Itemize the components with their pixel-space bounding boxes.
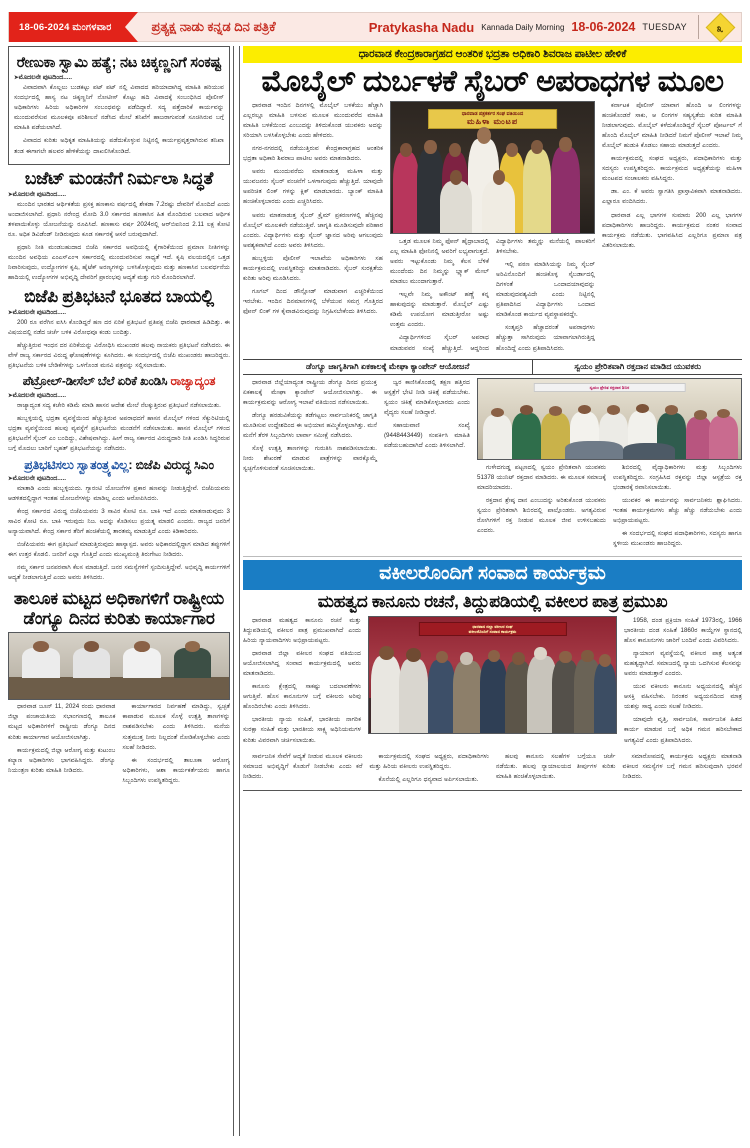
paragraph: ಧಾರವಾಡ ಜಿಲ್ಲೆಯಾದ್ಯಂತ ರಾಷ್ಟ್ರೀಯ ಡೆಂಗ್ಯೂ ದಿನದ ಪ್ರಯುಕ್ತ ಏಕಕಾಲಕ್ಕೆ ಮೇಘಾ ಕ್ಯಾಂಪೇನ್ ಆಯೋಜಿಸಲಾಗಿತ್ತು. ಈ ಕಾರ್ಯಕ್ರಮವನ್ನು ಆರೋಗ್ಯ ಇಲಾಖೆ ವತಿಯಿಂದ ನಡೆಸಲಾಯಿತು.: [243, 379, 377, 407]
photo-banner-line2: ವಕೀಲರೊಂದಿಗೆ ಸಂವಾದ ಕಾರ್ಯಕ್ರಮ: [468, 629, 517, 635]
paragraph: ನ್ಯಾಯಾಂಗ ವ್ಯವಸ್ಥೆಯಲ್ಲಿ ವಕೀಲರ ಪಾತ್ರ ಅತ್ಯಂತ ಮಹತ್ವದ್ದಾಗಿದೆ. ಸಮಾಜದಲ್ಲಿ ನ್ಯಾಯ ಒದಗಿಸುವ ಕೆಲಸವನ್ನು ಅವರು ಮಾಡುತ್ತಾರೆ ಎಂದರು.: [624, 650, 742, 678]
paragraph: ಧಾರವಾಡ ಇಂದಿನ ದಿನಗಳಲ್ಲಿ ಮೊಬೈಲ್ ಬಳಕೆಯು ಹೆಚ್ಚಾಗಿ ಎಲ್ಲರಲ್ಲೂ ಮಾಹಿತಿ ಬಳಸುವ ಮೂಲಕ ಮುಂದುವರೆದ ಮಾಹಿತಿ ಮಾಹಿತಿ ಬಳಕೆಯಿಂದ ಎಂಬುದನ್ನು ತಿಳಿದುಕೊಂಡ ಯುವಕರು ಅದನ್ನು ಸರಿಯಾಗಿ ಬಳಸಿಕೊಳ್ಳಬೇಕು ಎಂದು ಹೇಳಿದರು.: [243, 102, 383, 140]
left-story-6: [8, 589, 230, 785]
left-story-3-headline: ಬಿಜೆಪಿ ಪ್ರತಿಭಟನೆ ಭೂತದ ಬಾಯಲ್ಲಿ: [24, 286, 214, 306]
paragraph: ಯುವ ವಕೀಲರು ಕಾನೂನು ಅಧ್ಯಯನದಲ್ಲಿ ಹೆಚ್ಚಿನ ಆಸಕ್ತಿ ವಹಿಸಬೇಕು. ನಿರಂತರ ಅಧ್ಯಯನದಿಂದ ಮಾತ್ರ ಯಶಸ್ಸು ಸಾಧ್ಯ ಎಂದು ಸಲಹೆ ನೀಡಿದರು.: [624, 683, 742, 711]
mid-caption-right: ಸ್ವಯಂ ಪ್ರೇರಿತವಾಗಿ ರಕ್ತದಾನ ಮಾಡಿದ ಯುವಕರು: [532, 360, 742, 374]
english-masthead-title: Pratykasha Nadu: [368, 19, 475, 35]
left-story-4-headline: [8, 375, 230, 388]
section-rule: [243, 556, 742, 557]
paragraph: ಸೊಳ್ಳೆ ಉತ್ಪತ್ತಿ ತಾಣಗಳನ್ನು ಗುರುತಿಸಿ ನಾಶಪಡಿಸಲಾಯಿತು. ನೀರು ಶೇಖರಣೆ ಮಾಡುವ ಪಾತ್ರೆಗಳನ್ನು ವಾರಕ್ಕೊಮ್ಮೆ ಸ್ವಚ್ಛಗೊಳಿಸುವಂತೆ ಸೂಚಿಸಲಾಯಿತು.: [243, 445, 377, 473]
page-number-badge: [706, 12, 736, 42]
paragraph: ಈ ಸಂದರ್ಭದಲ್ಲಿ ಸಂಘದ ಪದಾಧಿಕಾರಿಗಳು, ಸದಸ್ಯರು ಹಾಗೂ ಸ್ಥಳೀಯ ಮುಖಂಡರು ಹಾಜರಿದ್ದರು.: [613, 530, 742, 548]
paragraph: ಧಾರವಾಡ ಮಹತ್ವದ ಕಾನೂನು ರಚನೆ ಮತ್ತು ತಿದ್ದುಪಡಿಯಲ್ಲಿ ವಕೀಲರ ಪಾತ್ರ ಪ್ರಮುಖವಾಗಿದೆ ಎಂದು ಹಿರಿಯ ನ್ಯಾಯವಾದಿಗಳು ಅಭಿಪ್ರಾಯಪಟ್ಟರು.: [243, 617, 361, 645]
masthead-day: TUESDAY: [642, 22, 687, 32]
paragraph: ಕಾರ್ಯಕ್ರಮದಲ್ಲಿ ಸಂಘದ ಅಧ್ಯಕ್ಷರು, ಪದಾಧಿಕಾರಿಗಳು ಮತ್ತು ಹಿರಿಯ ವಕೀಲರು ಉಪಸ್ಥಿತರಿದ್ದರು.: [369, 752, 489, 770]
left-story-4-headline-plain: ಪೆಟ್ರೋಲ್-ಡೀಸೆಲ್ ಬೆಲೆ ಏರಿಕೆ ಖಂಡಿಸಿ: [22, 374, 171, 389]
paragraph: ಯುವಕರ ಈ ಕಾರ್ಯವನ್ನು ಸಾರ್ವಜನಿಕರು ಶ್ಲಾಘಿಸಿದರು. ಇಂತಹ ಕಾರ್ಯಕ್ರಮಗಳು ಹೆಚ್ಚು ಹೆಚ್ಚು ನಡೆಯಬೇಕು ಎಂದು ಅಭಿಪ್ರಾಯಪಟ್ಟರು.: [613, 497, 742, 525]
page-bottom-rule: [243, 790, 742, 791]
column-divider: [233, 46, 240, 1136]
paragraph: ವಿವಾದದ ಕುರಿತು ಅಧಿಕೃತ ಮಾಹಿತಿಯನ್ನು ಪಡೆದುಕೊಳ್ಳುವ ನಿಟ್ಟಿನಲ್ಲಿ ಕಾರ್ಯಪ್ರವೃತ್ತರಾಗಿರುವ ತನಿಖಾ ತಂಡ ಈಗಾಗಲೇ ಹಲವರ ಹೇಳಿಕೆಯನ್ನು ದಾಖಲಿಸಿಕೊಂಡಿದೆ.: [14, 137, 224, 155]
paragraph: ರಾಜ್ಯಾದ್ಯಂತ ಸದ್ಯ ಕಚೇರಿ ಕಡಿಮೆ ಮಾಡಿ ಹಾಸನ ಆದೇಶ ಮೇಲೆ ನೆಲಕ್ಕುತ್ತಿರುವ ಪ್ರತಿಭಟನೆ ನಡೆಸಲಾಯಿತು.: [17, 401, 221, 409]
page-number-value: ೩: [717, 19, 724, 34]
paragraph: ಮುಂದಿನ ಭಾರತದ ಆರ್ಥಿಕತೆಯ ಪ್ರಸಕ್ತ ಹಣಕಾಸು ವರ್ಷದಲ್ಲಿ ಶೇಕಡಾ 7.2ರಷ್ಟು ದೇವರಿಗೆ ಮೊಂದಿದೆ ಎಂದು ಅಂದಾಜಿಸಲಾಗಿದೆ. ಪ್ರಧಾನಿ ನರೇಂದ್ರ ಮೋದಿ 3.0 ಸರ್ಕಾರದ ಹಣಕಾಸಿನ ಹಿತ ಮೊಂದಿರುವ ಬಲವಾದ ಆರ್ಥಿಕ ತಳಪಾಯಿಕೊಳ್ಳು ಯೋಜನೆಯನ್ನು ರೂಪಿಸಿದೆ. ಹಣಕಾಸು ವರ್ಷ 2024ರಲ್ಲಿ ಆರ್‌ಬಿಐನಿಂದ 2.11 ಲಕ್ಷ ಕೋಟಿ ರೂ. ಅಧಿಕ ಡಿವಿಡೆಂಡ್ ನೀಡಿರುವುದು ಕೂಡ ಸರ್ಕಾರಕ್ಕೆ ಆಸರೆ ಬರುವುದಾಗಿದೆ.: [8, 200, 230, 238]
paragraph: 200 ರೂ ವರೆಗಿನ ಐಸಿಸಿ ಕೊಂಡಿದ್ದರೆ ಹಣ ದರ ಏರಿಕೆ ಪ್ರತಿಭಟನೆ ಪ್ರತಿಪಕ್ಷ ಬಿಜೆಪಿ ಧಾರವಾಡ ಹಿಡಿದಿತ್ತು. ಈ ವಿಷಯದಲ್ಲಿ ನಡೆದ ಚರ್ಚೆ ಬಳಿಕ ವಿರೋಧವೂ ಕಂಡು ಬಂದಿತ್ತು.: [8, 319, 230, 337]
photo-banner: [418, 622, 566, 636]
paragraph: ಧಾರವಾಡ ಎಲ್ಲ ಭಾಗಗಳ ಸುಮಾರು 200 ಎಲ್ಲ ಭಾಗಗಳ ಪದಾಧಿಕಾರಿಗಳು ಹಾಜರಿದ್ದರು. ಕಾರ್ಯಕ್ರಮದ ನಂತರ ಸಂವಾದ ಕಾರ್ಯಕ್ರಮ ನಡೆಯಿತು. ಭಾಗವಹಿಸಿದ ಎಲ್ಲರಿಗೂ ಪ್ರಮಾಣ ಪತ್ರ ವಿತರಿಸಲಾಯಿತು.: [602, 211, 742, 249]
paragraph: ಹುಬ್ಬಳ್ಳಿಯಲ್ಲಿ ಭದ್ರತಾ ವ್ಯವಸ್ಥೆಯಿಂದ ಹೆಚ್ಚುತ್ತಿರುವ ಅಪರಾಧದಗೆ ಹಾಸನ ಮೊಬೈಲ್ ಗಳಿಂದ ಸೆಕ್ಯುರಿಟಿಯಲ್ಲಿ ಭದ್ರತಾ ವ್ಯವಸ್ಥೆಯಿಂದ ಹಲವು ವ್ಯವಸ್ಥೆಗೆ ಪ್ರತಿಭಟನೆಯ ಮಂಡನೆಗೆ ನಡೆಸಲಾಯಿತು. ಹಾಸನ ಮೊಬೈಲ್ ಗಳಿಂದ ಪ್ರತಿಭಟನೆಗೆ ಸೈಬರ್ ಎಂ ಬಂದಿದ್ದು, ವಿಶೇಷವಾಗಿದ್ದು. ಹೀಗೆ ರಾಜ್ಯ ಸರ್ಕಾರದ ವಿರುದ್ಧದಾರಿ ನೀತಿ ಖಂಡಿಸಿ ಸಿದ್ಧರಿರುವ ಬಗ್ಗೆ ಮೊದಲು ಬಾರಿಗೆ ಬೃಹತ್ ಪ್ರತಿಭಟನೆಯನ್ನು ನಡೆಸಿದರು.: [8, 414, 230, 452]
paragraph: ಕರ್ನಾಟಕ ಪೊಲೀಸ್ ಯಾವಾಗ ಹೊಂದಿ ಆ ಲಿಂಗಗಳನ್ನು ಹಂಚಿಕೊಂಡರೆ ಸಾಕು, ಆ ಲಿಂಗಗಳ ಸಹ್ಯಸ್ಯತೆಯ ಕುರಿತ ಮಾಹಿತಿ ನೀಡಲಾಗುವುದು. ಮೊಬೈಲ್ ಕಳೆದುಕೊಂಡಿದ್ದರೆ ಸೈಬರ್ ಪೋರ್ಟಲ್ ಗೆ ಹೊಂದಿ ಮೊಬೈಲ್ ಮಾಹಿತಿ ನೀಡಿದರೆ ನಿಮಗೆ ಪೊಲೀಸ್ ಇಲಾಖೆ ನಿಮ್ಮ ಮೊಬೈಲ್ ಹುಡುಕಿ ಕೊಡಲು ಸಹಾಯ ಮಾಡುತ್ತದೆ ಎಂದರು.: [602, 102, 742, 150]
photo-banner: [428, 109, 558, 129]
masthead-divider: [698, 15, 699, 39]
paragraph: ಸಂತೃಪ್ತರಿ ಹೆಚ್ಚಾದರಂತೆ ಅಪರಾಧಗಳು ಹೆಚ್ಚುತ್ತಾ ಸಾಗಿರುವುದು ಯಾವಾಗಲಾಗಿರುತ್ತಿದ್ದ ಹೊಂದಿದ್ದೆ ಎಂದು ಪ್ರತಿಪಾದಿಸಿದರು.: [496, 324, 595, 352]
main-story-kicker: ಧಾರವಾಡ ಕೇಂದ್ರಕಾರಾಗ್ರಹದ ಆಂತರಿಕ ಭದ್ರತಾ ಅಧಿಕಾರಿ ಶಿವರಾಜ ಪಾಟೀಲ ಹೇಳಿಕೆ: [243, 46, 742, 63]
paragraph: ಹುಬ್ಬಳ್ಳಿಯ ಪೊಲೀಸ್ ಇಲಾಖೆಯ ಅಧಿಕಾರಿಗಳು ಸಹ ಕಾರ್ಯಕ್ರಮದಲ್ಲಿ ಉಪಸ್ಥಿತರಿದ್ದು ಮಾತನಾಡಿದರು. ಸೈಬರ್ ಸುರಕ್ಷತೆಯ ಕುರಿತು ಅರಿವು ಮೂಡಿಸಿದರು.: [243, 254, 383, 282]
paragraph: 1958, ದಂಡ ಪ್ರಕ್ರಿಯಾ ಸಂಹಿತೆ 1973ರಲ್ಲಿ, 1966 ಭಾರತೀಯ ದಂಡ ಸಂಹಿತೆ 1860ರ ಕಾಯ್ದೆಗಳ ಸ್ಥಾನದಲ್ಲಿ ಹೊಸ ಕಾನೂನುಗಳು ಜಾರಿಗೆ ಬಂದಿವೆ ಎಂದು ವಿವರಿಸಿದರು.: [624, 617, 742, 645]
bottom-section: [243, 553, 742, 791]
mid-section: [243, 359, 742, 549]
paragraph: ಶಿಬಿರದಲ್ಲಿ ವೈದ್ಯಾಧಿಕಾರಿಗಳು ಮತ್ತು ಸಿಬ್ಬಂದಿಗಳು ಉಪಸ್ಥಿತರಿದ್ದರು. ಸಂಗ್ರಹಿಸಿದ ರಕ್ತವನ್ನು ಜಿಲ್ಲಾ ಆಸ್ಪತ್ರೆಯ ರಕ್ತ ಭಂಡಾರಕ್ಕೆ ರವಾನಿಸಲಾಯಿತು.: [613, 464, 742, 492]
paragraph: ಹೆಚ್ಚುತ್ತಿರುವ ಇಂಧನ ದರ ಏರಿಕೆಯನ್ನು ವಿರೋಧಿಸಿ ಮುಖಂಡರ ಹಲವು ನಾಯಕರು ಪ್ರತಿಭಟನೆ ನಡೆಸಿದರು. ಈ ವೇಳೆ ರಾಜ್ಯ ಸರ್ಕಾರದ ವಿರುದ್ಧ ಘೋಷಣೆಗಳನ್ನು ಕೂಗಿದರು. ಈ ಸಂದರ್ಭದಲ್ಲಿ ಬಿಜೆಪಿ ಮುಖಂಡರು ಹಾಜರಿದ್ದರು. ಪ್ರತಿಭಟನೆಯ ಬಳಿಕ ಬೇಡಿಕೆಗಳನ್ನು ಒಳಗೊಂಡ ಮನವಿ ಪತ್ರವನ್ನು ಸಲ್ಲಿಸಲಾಯಿತು.: [8, 342, 230, 370]
paragraph: ಕೇಂದ್ರ ಸರ್ಕಾರದ ವಿರುದ್ಧ ಬಿಜೆಪಿಯವರು 3 ಸಾವಿರ ಕೋಟಿ ರೂ. ಬಾಕಿ ಇದೆ ಎಂದು ಮಾತನಾಡುವುದು 3 ಸಾವಿರ ಕೋಟಿ ರೂ. ಬಾಕಿ ಇರುವುದು ನಿಜ. ಅದನ್ನು ಕೊಡಿಸಲು ಪ್ರಯತ್ನ ಮಾಡಲಿ ಎಂದರು. ರಾಜ್ಯದ ಜನರಿಗೆ ಅನ್ಯಾಯವಾಗಿದೆ. ಕೇಂದ್ರ ಸರ್ಕಾರ ತೆರಿಗೆ ಹಂಚಿಕೆಯಲ್ಲಿ ತಾರತಮ್ಯ ಮಾಡುತ್ತಿದೆ ಎಂದು ಕಿಡಿಕಾರಿದರು.: [8, 508, 230, 536]
paragraph: ಧಾರವಾಡ ಜಿಲ್ಲಾ ವಕೀಲರ ಸಂಘದ ವತಿಯಿಂದ ಆಯೋಜಿಸಲಾಗಿದ್ದ ಸಂವಾದ ಕಾರ್ಯಕ್ರಮದಲ್ಲಿ ಅವರು ಮಾತನಾಡಿದರು.: [243, 650, 361, 678]
main-story: [243, 46, 742, 355]
photo-banner-line1: ಧಾರವಾಡ ಪತ್ರಕರ್ತರ ಸಂಘ ವತಿಯಿಂದ: [461, 111, 524, 118]
photo-banner-line2: ಮಹಿಳಾ ಮಂಟಪ: [467, 117, 518, 127]
left-story-1: [8, 46, 230, 165]
page-body: [8, 46, 742, 1136]
bottom-section-banner: ವಕೀಲರೊಂದಿಗೆ ಸಂವಾದ ಕಾರ್ಯಕ್ರಮ: [243, 560, 742, 590]
left-story-4: [8, 375, 230, 454]
paragraph: ಇಲ್ಲವೇ ನಿಮ್ಮ ಅಕೌಂಟ್ ಹಣ್ಣೆ ಕನ್ನ ಹಾಕುವುದನ್ನು ಮಾಡುತ್ತಾರೆ. ಮೊಬೈಲ್ ಎಷ್ಟು ಕಡಿಮೆ ಉಪಯೋಗ ಮಾಡುತ್ತೀರೋ ಅಷ್ಟು ಉತ್ತಮ ಎಂದರು.: [390, 291, 489, 329]
left-story-5-contd: ➤ ಮೊದಲನೇ ಪುಟದಿಂದ.....: [8, 475, 230, 483]
left-column: [8, 46, 230, 1136]
date-flag: 18-06-2024 ಮಂಗಳವಾರ: [9, 12, 125, 42]
officials-panel-photo: [8, 632, 230, 700]
paragraph: ಇಲ್ಲಿ ಪಠಣ ಮಾಡಿಸಿಯನ್ನು ನಿಮ್ಮ ಸೈಬರ್ ಅರಿವಿನೊಂದಿಗೆ ಹಂಚಿಕೊಳ್ಳ ಸೈಬರ್ಡಾದಲ್ಲಿ ದಿಗಳಂತೆ ಒಂದಾದಯಾವುದನ್ನು ಮಾಡುವುದವಶ್ಯವಿದೇ ಎಂದು ನಿಟ್ಟಿನಲ್ಲಿ ಪ್ರತಿಪಾದಿಸಿದ ವಿದ್ಯಾರ್ಥಿಗಳು ಒಂದಾದ ಮಾಡಿಕೊಂಡ ಕಾರ್ಯದ ವ್ಯವಸ್ಥಾಪಕರದ್ದೇ.: [496, 261, 595, 319]
paragraph: ಧಾರವಾಡ ಜೂನ್ 11, 2024 ರಂದು ಧಾರವಾಡ ಜಿಲ್ಲಾ ಪಂಚಾಯತಿಯ ಸಭಾಂಗಣದಲ್ಲಿ ತಾಲೂಕ ಮಟ್ಟದ ಅಧಿಕಾರಿಗಳಿಗೆ ರಾಷ್ಟ್ರೀಯ ಡೆಂಗ್ಯೂ ದಿನದ ಕುರಿತು ಕಾರ್ಯಾಗಾರ ಆಯೋಜಿಸಲಾಗಿತ್ತು.: [8, 703, 116, 741]
left-story-6-headline-line1: ತಾಲೂಕ ಮಟ್ಟದ ಅಧಿಕಾಗಳಿಗೆ ರಾಷ್ಟ್ರೀಯ: [13, 589, 225, 609]
paragraph: ಡೆಂಗ್ಯೂ ಹರಡುವಿಕೆಯನ್ನು ತಡೆಗಟ್ಟಲು ಸಾರ್ವಜನಿಕರಲ್ಲಿ ಜಾಗೃತಿ ಮೂಡಿಸುವ ಉದ್ದೇಶದಿಂದ ಈ ಅಭಿಯಾನ ಹಮ್ಮಿಕೊಳ್ಳಲಾಗಿತ್ತು. ಮನೆ ಮನೆಗೆ ತೆರಳಿ ಸಿಬ್ಬಂದಿಗಳು ಲಾರ್ವಾ ಸಮೀಕ್ಷೆ ನಡೆಸಿದರು.: [243, 412, 377, 440]
blood-donation-group-photo: [477, 378, 742, 460]
mahila-mantapa-group-photo: [390, 101, 595, 234]
paragraph: ಅವರು ಮುಂದುವರೆದು ಮಾತನಾಡುತ್ತ ಮಹಿಳಾ ಮತ್ತು ಯುವಜನರು ಸೈಬರ್ ವಂಚನೆಗೆ ಒಳಗಾಗುವುದು ಹೆಚ್ಚುತ್ತಿದೆ. ಯಾವುದೇ ಅಪರಿಚಿತ ಲಿಂಕ್ ಗಳನ್ನು ಕ್ಲಿಕ್ ಮಾಡಬಾರದು. ಬ್ಯಾಂಕ್ ಮಾಹಿತಿ ಹಂಚಿಕೊಳ್ಳಬಾರದು ಎಂದು ಎಚ್ಚರಿಸಿದರು.: [243, 168, 383, 206]
paragraph: ಗುಳೇದಗುಡ್ಡ ಪಟ್ಟಣದಲ್ಲಿ ಸ್ವಯಂ ಪ್ರೇರಿತವಾಗಿ ಯುವಕರು 51378 ಯುನಿಟ್ ರಕ್ತದಾನ ಮಾಡಿದರು. ಈ ಮೂಲಕ ಸಮಾಜಕ್ಕೆ ಮಾದರಿಯಾದರು.: [477, 464, 606, 492]
paragraph: ಯಾವುದೇ ವೃತ್ತಿ, ಸಾರ್ವಜನಿಕ, ಸಾರ್ವಜನಿಕ ಹಿತದ ಕಾರ್ಯ ಮಾಡುವ ಬಗ್ಗೆ ಅಧಿಕ ಗಮನ ಹರಿಸಬೇಕಾದ ಅಗತ್ಯವಿದೆ ಎಂದು ಪ್ರತಿಪಾದಿಸಿದರು.: [624, 716, 742, 744]
paragraph: ಜ್ವರ ಕಾಣಿಸಿಕೊಂಡಲ್ಲಿ ತಕ್ಷಣ ಹತ್ತಿರದ ಆಸ್ಪತ್ರೆಗೆ ಭೇಟಿ ನೀಡಿ ಚಿಕಿತ್ಸೆ ಪಡೆಯಬೇಕು. ಸ್ವಯಂ ಚಿಕಿತ್ಸೆ ಮಾಡಿಕೊಳ್ಳಬಾರದು ಎಂದು ವೈದ್ಯರು ಸಲಹೆ ನೀಡಿದ್ದಾರೆ.: [384, 379, 470, 417]
paragraph: ಅವರು ಮಾತನಾಡುತ್ತ ಸೈಬರ್ ಕ್ರೈಮ್ ಪ್ರಕರಣಗಳಲ್ಲಿ ಹೆಚ್ಚಿನವು ಮೊಬೈಲ್ ಮೂಲಕವೇ ನಡೆಯುತ್ತಿವೆ. ಜಾಗೃತಿ ಮೂಡಿಸುವುದೇ ಪರಿಹಾರ ಎಂದರು. ವಿದ್ಯಾರ್ಥಿಗಳು ಮತ್ತು ಸೈಬರ್ ಜ್ಞಾನದ ಅರಿವು ಆಗಲುವುದು ಅವಶ್ಯಕವಾಗಿದೆ ಎಂದು ಅವರು ತಿಳಿಸಿದರು.: [243, 211, 383, 249]
mid-caption-left: ಡೆಂಗ್ಯೂ ಜಾಗೃತಿಗಾಗಿ ಏಕಕಾಲಕ್ಕೆ ಮೇಘಾ ಕ್ಯಾಂಪೇನ್ ಆಯೋಜನೆ: [306, 362, 470, 372]
paragraph: ಕಾರ್ಯಕ್ರಮದಲ್ಲಿ ಸಂಘದ ಅಧ್ಯಕ್ಷರು, ಪದಾಧಿಕಾರಿಗಳು ಮತ್ತು ಸದಸ್ಯರು ಉಪಸ್ಥಿತರಿದ್ದರು. ಕಾರ್ಯಕ್ರಮದ ಅಧ್ಯಕ್ಷತೆಯನ್ನು ಮಹಿಳಾ ಮಂಟಪದ ಸಂಚಾಲಕರು ವಹಿಸಿದ್ದರು.: [602, 155, 742, 183]
photo-banner-line1: ಧಾರವಾಡ ಜಿಲ್ಲಾ ವಕೀಲರ ಸಂಘ: [472, 624, 513, 630]
paragraph: ವಿದ್ಯಾರ್ಥಿಗಳಿಂದ ಸೈಬರ್ ಅಪರಾಧ ಮಾಡುವವರ ಸಂಖ್ಯೆ ಹೆಚ್ಚುತ್ತಿದೆ. ಆದ್ದರಿಂದ ವಿದ್ಯಾರ್ಥಿಗಳು ತಮ್ಮನ್ನು ಮನೆಯಲ್ಲಿ ಪಾಲಕರಿಗೆ ತಿಳಿಸಬೇಕು.: [390, 238, 595, 352]
bottom-section-subheadline: ಮಹತ್ವದ ಕಾನೂನು ರಚನೆ, ತಿದ್ದುಪಡಿಯಲ್ಲಿ ವಕೀಲರ ಪಾತ್ರ ಪ್ರಮುಖ: [317, 592, 668, 612]
paragraph: ಕಾರ್ಯಾಗಾರದ ನಿರ್ವಹಣೆ ಮಾಡಿದ್ದು, ಸ್ವಚ್ಛತೆ ಕಾಪಾಡುವ ಮೂಲಕ ಸೊಳ್ಳೆ ಉತ್ಪತ್ತಿ ತಾಣಗಳನ್ನು ನಾಶಪಡಿಸಬೇಕು ಎಂದು ತಿಳಿಸಿದರು. ಮನೆಯ ಸುತ್ತಮುತ್ತ ನೀರು ನಿಲ್ಲದಂತೆ ನೋಡಿಕೊಳ್ಳಬೇಕು ಎಂದು ಸಲಹೆ ನೀಡಿದರು.: [122, 703, 230, 751]
paragraph: ರಕ್ತದಾನ ಶ್ರೇಷ್ಠ ದಾನ ಎಂಬುದನ್ನು ಅರಿತುಕೊಂಡ ಯುವಕರು ಸ್ವಯಂ ಪ್ರೇರಿತರಾಗಿ ಶಿಬಿರದಲ್ಲಿ ಪಾಲ್ಗೊಂಡರು. ಅಗತ್ಯವಿರುವ ರೋಗಿಗಳಿಗೆ ರಕ್ತ ನೀಡುವ ಮೂಲಕ ಜೀವ ಉಳಿಸಬಹುದು ಎಂದರು.: [477, 497, 606, 535]
main-story-headline: ಮೊಬೈಲ್ ದುರ್ಬಳಕೆ ಸೈಬರ್ ಅಪರಾಧಗಳ ಮೂಲ: [261, 64, 724, 98]
photo-banner: ಸ್ವಯಂ ಪ್ರೇರಿತ ರಕ್ತದಾನ ಶಿಬಿರ: [533, 383, 686, 392]
left-story-3: [8, 287, 230, 371]
left-story-5-headline-plain: : ಬಿಜೆಪಿ ವಿರುದ್ಧ ಸಿಎಂ: [128, 457, 214, 472]
left-story-1-headline: ರೇಣುಕಾ ಸ್ವಾಮಿ ಹತ್ಯೆ; ನಟ ಚಿಕ್ಕಣ್ಣನಿಗೆ ಸಂಕಷ್ಟ: [16, 55, 222, 71]
paragraph: ಭಾರತೀಯ ನ್ಯಾಯ ಸಂಹಿತೆ, ಭಾರತೀಯ ನಾಗರಿಕ ಸುರಕ್ಷಾ ಸಂಹಿತೆ ಮತ್ತು ಭಾರತೀಯ ಸಾಕ್ಷ್ಯ ಅಧಿನಿಯಮಗಳ ಕುರಿತು ವಿವರವಾಗಿ ಚರ್ಚಿಸಲಾಯಿತು.: [243, 716, 361, 744]
paragraph: ಸಾರ್ವಜನಿಕ ಸೇವೆಗೆ ಆದ್ಯತೆ ನೀಡುವ ಮೂಲಕ ವಕೀಲರು ಸಮಾಜದ ಅಭಿವೃದ್ಧಿಗೆ ಕೊಡುಗೆ ನೀಡಬೇಕು ಎಂದು ಕರೆ ನೀಡಿದರು.: [243, 752, 363, 780]
paragraph: ಕಾನೂನು ಕ್ಷೇತ್ರದಲ್ಲಿ ಸಾಕಷ್ಟು ಬದಲಾವಣೆಗಳು ಆಗುತ್ತಿವೆ. ಹೊಸ ಕಾನೂನುಗಳ ಬಗ್ಗೆ ವಕೀಲರು ಅರಿವು ಹೊಂದಿರಬೇಕು ಎಂದು ತಿಳಿಸಿದರು.: [243, 683, 361, 711]
paragraph: ಸಮಾರೋಪದಲ್ಲಿ ಕಾರ್ಯಕ್ರಮ ಅಧ್ಯಕ್ಷರು ಮಾತನಾಡಿ ವಕೀಲರ ಸಮಸ್ಯೆಗಳ ಬಗ್ಗೆ ಗಮನ ಹರಿಸುವುದಾಗಿ ಭರವಸೆ ನೀಡಿದರು.: [622, 752, 742, 780]
left-story-2-contd: ➤ ಮೊದಲನೇ ಪುಟದಿಂದ.....: [8, 191, 230, 199]
paragraph: ವಿವಾದವಾಗಿ ಕೊಲ್ಲಲು ಬುಡಕಟ್ಟು ಪಟ್ ಪಟ್ ನಲ್ಲಿ ವಿವಾದದ ಹರಿಯಾದಾಗಿದ್ದ ಮಾಹಿತಿ ಹರಿಯುವ ಸಂದರ್ಭದಲ್ಲಿ ಹಾಸ್ಯ ನಟ ಚಿಕ್ಕಣ್ಣನಿಗೆ ನೋಟೀಸ್ ಕೊಟ್ಟು ಹದಿ ವಿವಾದಕ್ಕೆ ಸಂಬಂಧಿಸಿದ ಪೊಲೀಸ್ ಅಧಿಕಾರಿಗಳು ಹಿರಿಯ ಅಧಿಕಾರಿಗಳ ಸಂಬಂಧವನ್ನು ಪಡೆದಿದ್ದಾರೆ. ಸದ್ಯ ಪತ್ತೆದಾರಿಕೆ ಕಾರ್ಯವನ್ನು ಮುಂದುವರೆಸುವ ಮೂಲಕವೂ ಪರಿಶೀಲನೆ ನಡೆಸಿದ ಮೇಲೆ ತನಿಖೆಗೆ ಹಾಜರಾಗುವಂತೆ ಸೂಚಿಸಿರುವ ಬಗ್ಗೆ ಮಾಹಿತಿ ಪಡೆಯಲಾಗಿದೆ.: [14, 84, 224, 132]
left-story-3-contd: ➤ ಮೊದಲನೇ ಪುಟದಿಂದ.....: [8, 309, 230, 317]
paragraph: ನಗರ-ನಗರದಲ್ಲಿ ನಡೆಯುತ್ತಿರುವ ಕೇಂದ್ರಕಾರಾಗ್ರಹದ ಆಂತರಿಕ ಭದ್ರತಾ ಅಧಿಕಾರಿ ಶಿವರಾಜ ಪಾಟೀಲ ಅವರು ಮಾತನಾಡಿದರು.: [243, 145, 383, 163]
paragraph: ಗೂಗಲ್ ದಿಂದ ಡೌನ್ಲೋಡ್ ಮಾಡುವಾಗ ಎಚ್ಚರಿಕೆಯಿಂದ ಇರಬೇಕು. ಇಂದಿನ ದಿನಮಾನಗಳಲ್ಲಿ ಬೆಳೆಯುವ ಸಮಗ್ರ ಗೊತ್ತಿರದ ಫೋನ್ ಲಿಂಕ್ ಗಳ ಕೈವಾಡವಿರುವುದನ್ನು ನಿಗ್ರಹಿಸಬೇಕೆಂದು ತಿಳಿಸಿದರು.: [243, 287, 383, 315]
paragraph: ಸಹಾಯವಾಣಿ ಸಂಖ್ಯೆ (9448443449) ಸಂಪರ್ಕಿಸಿ ಮಾಹಿತಿ ಪಡೆಯಬಹುದಾಗಿದೆ ಎಂದು ತಿಳಿಸಲಾಗಿದೆ.: [384, 422, 470, 450]
left-story-4-contd: ➤ ಮೊದಲನೇ ಪುಟದಿಂದ.....: [8, 392, 230, 400]
paragraph: ನಮ್ಮ ಸರ್ಕಾರ ಜನಪರವಾಗಿ ಕೆಲಸ ಮಾಡುತ್ತಿದೆ. ಜನರ ಸಮಸ್ಯೆಗಳಿಗೆ ಸ್ಪಂದಿಸುತ್ತಿದ್ದೇವೆ. ಅಭಿವೃದ್ಧಿ ಕಾರ್ಯಗಳಿಗೆ ಆದ್ಯತೆ ನೀಡಲಾಗುತ್ತಿದೆ ಎಂದು ಅವರು ತಿಳಿಸಿದರು.: [8, 564, 230, 582]
masthead-right: [369, 15, 741, 39]
english-masthead-subtitle: Kannada Daily Morning: [481, 22, 565, 32]
left-story-5-headline: [8, 458, 230, 472]
left-story-2-headline: ಬಜೆಟ್ ಮಂಡನೆಗೆ ನಿರ್ಮಲಾ ಸಿದ್ಧತೆ: [24, 168, 214, 188]
paragraph: ಡಾ. ಎಂ. ಕೆ ಅವರು ಸ್ವಾಗತಿಸಿ ಪ್ರಾಸ್ತಾವಿಕವಾಗಿ ಮಾತನಾಡಿದರು. ಎಲ್ಲಾರೂ ವಂದಿಸಿದರು.: [602, 188, 742, 206]
paragraph: ಹಲವು ಕಾನೂನು ಸಲಹೆಗಳ ಬಗ್ಗೆಯೂ ಚರ್ಚೆ ನಡೆಯಿತು. ಹಲವು ನ್ಯಾಯಾಲಯದ ತೀರ್ಪುಗಳ ಕುರಿತು ಮಾಹಿತಿ ಹಂಚಿಕೊಳ್ಳಲಾಯಿತು.: [496, 752, 616, 780]
right-area: [243, 46, 742, 1136]
left-story-5-headline-accent: ಪ್ರತಿಭಟಿಸಲು ಸ್ವಾತಂತ್ರ್ಯವಿಲ್ಲ: [24, 457, 129, 472]
lawyers-interaction-photo: [368, 616, 617, 734]
paragraph: ಒತ್ತಡ ಮೂಲಕ ನಿಮ್ಮ ಫೋನ್ ಹೈದ್ರಾಬಾದಲ್ಲಿ ಎಲ್ಲ ಮಾಹಿತಿ ಫೋನಿನಲ್ಲಿ ಅವರಿಗೆ ಲಭ್ಯವಾಗುತ್ತದೆ. ಅವರು ಇಟ್ಟುಕೊಂಡು ನಿಮ್ಮ ಕೆಲಸ ಬೆಳಿಕೆ ಮುಂದೆಂದು ದಿನ ನಿಮ್ಮನ್ನು ಬ್ಲ್ಯಾಕ್ ಮೇಲ್ ಮಾಡಲು ಮುಂದಾಗುತ್ತಾರೆ.: [390, 238, 489, 286]
paragraph: ಕೊನೆಯಲ್ಲಿ ಎಲ್ಲರಿಗೂ ಧನ್ಯವಾದ ಅರ್ಪಿಸಲಾಯಿತು.: [378, 775, 479, 783]
masthead: [8, 12, 742, 42]
kannada-masthead-title: ಪ್ರತ್ಯಕ್ಷ ನಾಡು ಕನ್ನಡ ದಿನ ಪತ್ರಿಕೆ: [151, 19, 276, 34]
left-story-6-body: [8, 702, 230, 785]
bottom-section-continued: [243, 752, 742, 786]
masthead-date: 18-06-2024: [571, 20, 636, 34]
mid-section-captions: [243, 359, 742, 375]
paragraph: ಬಿಜೆಪಿಯವರು ಈಗ ಪ್ರತಿಭಟನೆ ಮಾಡುತ್ತಿರುವುದು ಹಾಸ್ಯಾಸ್ಪದ. ಅವರು ಅಧಿಕಾರದಲ್ಲಿದ್ದಾಗ ಮಾಡಿದ ತಪ್ಪುಗಳಿಗೆ ಈಗ ಉತ್ತರ ಕೊಡಲಿ. ಜನರಿಗೆ ಎಲ್ಲಾ ಗೊತ್ತಿದೆ ಎಂದು ಮುಖ್ಯಮಂತ್ರಿ ತಿರುಗೇಟು ನೀಡಿದರು.: [8, 541, 230, 559]
left-story-1-contd: ➤ ಮೊದಲನೇ ಪುಟದಿಂದ.....: [14, 74, 224, 82]
paragraph: ಪ್ರಧಾನಿ ನೀತಿ ಮಂಡಬಹುದಾದ ಬಿಜೆಪಿ ಸರ್ಕಾರದ ಅವಧಿಯಲ್ಲಿ ಕೈಗಾರಿಕೆಯಿಂದ ಪ್ರಮಾಣ ನೀತಿಗಳನ್ನು ಮುಂದಿನ ಅವಧಿಯ ಎಂಎಸ್‌ಎಂಇ ಸರ್ಕಾರದಲ್ಲಿ ಮುಂದುವರಿಸುವ ಸಾಧ್ಯತೆ ಇದೆ. ಕೃಷಿ ವಲಯದಲ್ಲಿನ ಒತ್ತಡ ನಿವಾರಿಸುವುದು, ಉದ್ಯೋಗಗಳ ಕೃಷಿ, ಹೈಟೆಕ್ ಅರಣ್ಯಗಳನ್ನು ಬಳಸಿಕೊಳ್ಳುವುದು ಮತ್ತು ಹಣಕಾಸಿನ ಬಲವರ್ಧನೆಯ ಹಾದಿಯಲ್ಲಿ ಉದ್ಯೋಗಗಳ ಅಭಿವೃದ್ಧಿ ದೇವರಿಗೆ ಪ್ರಾರಂಭವು ಆದ್ಯತೆ ಮತ್ತು ಗುರಿ ಮೊಂದಿರಲಾಗಿದೆ.: [8, 243, 230, 281]
paragraph: ಕಾರ್ಯಕ್ರಮದಲ್ಲಿ ಜಿಲ್ಲಾ ಆರೋಗ್ಯ ಮತ್ತು ಕುಟುಂಬ ಕಲ್ಯಾಣ ಅಧಿಕಾರಿಗಳು ಭಾಗವಹಿಸಿದ್ದರು. ಡೆಂಗ್ಯೂ ನಿಯಂತ್ರಣ ಕುರಿತು ಮಾಹಿತಿ ನೀಡಿದರು.: [8, 746, 116, 774]
left-story-1-body: [14, 83, 224, 156]
left-story-2: [8, 169, 230, 283]
left-story-4-headline-accent: ರಾಜ್ಯಾದ್ಯಂತ: [170, 374, 216, 389]
left-story-5: [8, 458, 230, 583]
paragraph: ಈ ಸಂದರ್ಭದಲ್ಲಿ ತಾಲೂಕಾ ಆರೋಗ್ಯ ಅಧಿಕಾರಿಗಳು, ಆಶಾ ಕಾರ್ಯಕರ್ತೆಯರು ಹಾಗೂ ಸಿಬ್ಬಂದಿಗಳು ಉಪಸ್ಥಿತರಿದ್ದರು.: [122, 756, 230, 784]
left-story-6-headline-line2: ಡೆಂಗ್ಯೂ ದಿನದ ಕುರಿತು ಕಾರ್ಯಾಗಾರ: [23, 609, 215, 629]
paragraph: ಮಾತಾಡಿ ಎಂದು ಹುಬ್ಬಳ್ಳಿಯದು. ಗ್ಯಾರಂಟಿ ಯೋಜನೆಗಳ ಪ್ರಕಾರ ಹಣವನ್ನು ನೀಡುತ್ತಿದ್ದೇವೆ. ಬಿಜೆಪಿಯವರು ಆಡಳಿತದಲ್ಲಿದ್ದಾಗ ಇಂತಹ ಯೋಜನೆಗಳನ್ನು ಮಾಡಿಲ್ಲ ಎಂದು ಆರೋಪಿಸಿದರು.: [8, 484, 230, 502]
